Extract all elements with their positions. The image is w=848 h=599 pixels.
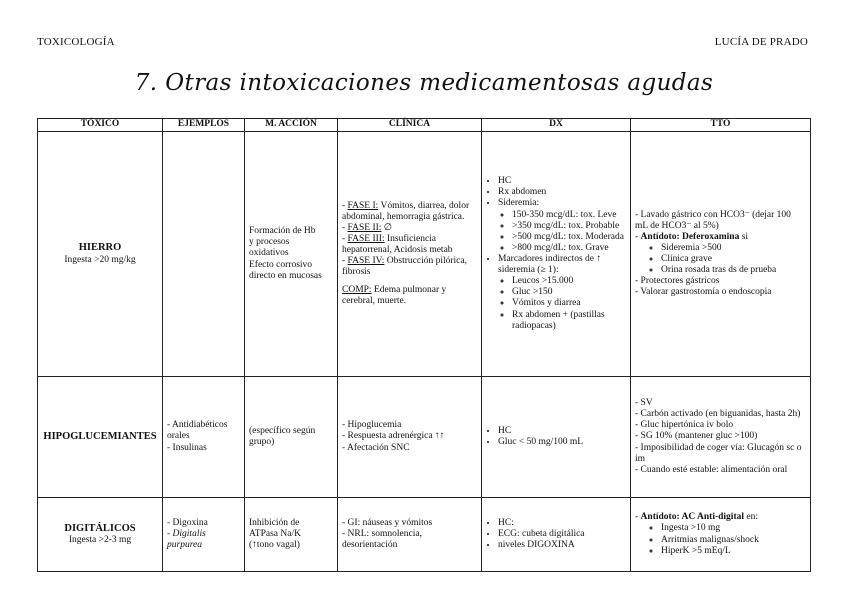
tto-line: - Cuando esté estable: alimentación oral <box>635 464 788 475</box>
mechanism-line: Inhibición de <box>249 517 300 528</box>
list-item: ◦ Gluc >150 <box>512 287 626 298</box>
dx-list <box>486 426 626 448</box>
table-header-row <box>38 119 811 132</box>
clinic-line: - Hipoglucemia <box>342 420 402 431</box>
mechanism-line: oxidativos <box>249 248 289 259</box>
list-item: • Sideremia: ◦ 150-350 mcg/dL: tox. Leve ◦ >350 mcg/dL: tox. Probable ◦ >500 mcg/dL: tox. Moderada ◦ >800 mcg/dL: tox. Grave <box>498 198 626 254</box>
antidote-sublist <box>635 243 806 276</box>
list-item: ◦ Ingesta >10 mg <box>661 523 806 534</box>
tto-line: - Lavado gástrico con HCO3⁻ (dejar 100 mL de HCO3⁻ al 5%) <box>635 209 791 231</box>
example-line: - Digitalis purpurea <box>167 528 206 551</box>
table-row <box>38 498 811 572</box>
cell-toxico <box>38 498 163 572</box>
list-item: ◦ Vómitos y diarrea <box>512 298 626 309</box>
cell-clinica <box>338 498 482 572</box>
mechanism-line: ATPasa Na/K <box>249 528 301 539</box>
cell-mecanismo <box>245 377 338 498</box>
list-item: • HC <box>498 176 626 187</box>
cell-ejemplos <box>163 498 245 572</box>
cell-toxico <box>38 132 163 377</box>
list-item: • HC: <box>498 518 626 529</box>
cell-dx <box>482 132 631 377</box>
table-row <box>38 377 811 498</box>
cell-tto <box>631 498 811 572</box>
tto-line: - Carbón activado (en biguanidas, hasta 2h) <box>635 409 801 420</box>
list-item: • HC <box>498 426 626 437</box>
dx-list <box>486 176 626 332</box>
phase-2: - FASE II: ∅ <box>342 222 393 233</box>
list-item: ◦ Arritmias malignas/shock <box>661 535 806 546</box>
list-item: • Rx abdomen <box>498 187 626 198</box>
toxic-name: DIGITÁLICOS <box>64 522 136 534</box>
list-item: ◦ Rx abdomen + (pastillas radiopacas) <box>512 310 626 332</box>
cell-clinica <box>338 132 482 377</box>
list-item: ◦ HiperK >5 mEq/L <box>661 546 806 557</box>
cell-ejemplos <box>163 132 245 377</box>
antidote-sublist <box>635 523 806 556</box>
phase-4: - FASE IV: Obstrucción pilórica, fibrosis <box>342 256 467 278</box>
toxic-threshold: Ingesta >20 mg/kg <box>64 254 136 265</box>
tto-antidote: - Antídoto: AC Anti-digital en: <box>635 512 758 523</box>
dx-list <box>486 518 626 551</box>
col-header-mecanismo: M. ACCIÓN <box>245 119 338 132</box>
toxic-name: HIPOGLUCEMIANTES <box>43 430 157 442</box>
example-line: - Digoxina <box>167 517 208 528</box>
tto-line: - Protectores gástricos <box>635 276 720 287</box>
clinic-line: - Respuesta adrenérgica ↑↑ <box>342 431 445 442</box>
col-header-toxico: TÓXICO <box>38 119 163 132</box>
cell-tto <box>631 132 811 377</box>
list-item: ◦ >350 mcg/dL: tox. Probable <box>512 221 626 232</box>
col-header-ejemplos: EJEMPLOS <box>163 119 245 132</box>
example-line: - Insulinas <box>167 442 207 453</box>
col-header-clinica: CLÍNICA <box>338 119 482 132</box>
table-row <box>38 132 811 377</box>
col-header-dx: DX <box>482 119 631 132</box>
phase-1: - FASE I: Vómitos, diarrea, dolor abdominal, hemorragia gástrica. <box>342 200 470 222</box>
list-item: • niveles DIGOXINA <box>498 540 626 551</box>
cell-clinica <box>338 377 482 498</box>
mechanism-line: (específico según grupo) <box>249 425 316 447</box>
list-item: ◦ Leucos >15.000 <box>512 276 626 287</box>
list-item: • Gluc < 50 mg/100 mL <box>498 437 626 448</box>
list-item: ◦ >500 mcg/dL: tox. Moderada <box>512 232 626 243</box>
phase-3: - FASE III: Insuficiencia hepatorrenal, Acidosis metab <box>342 233 453 255</box>
cell-toxico <box>38 377 163 498</box>
tto-line: - Imposibilidad de coger vía: Glucagón sc o im <box>635 442 802 464</box>
mechanism-line: Formación de Hb <box>249 226 316 237</box>
list-item: ◦ 150-350 mcg/dL: tox. Leve <box>512 210 626 221</box>
list-item: ◦ Clínica grave <box>661 254 806 265</box>
list-item: ◦ Orina rosada tras ds de prueba <box>661 265 806 276</box>
col-header-tto: TTO <box>631 119 811 132</box>
complications: COMP: Edema pulmonar y cerebral, muerte. <box>342 285 447 307</box>
sideremia-sublist <box>498 210 626 254</box>
list-item: ◦ >800 mcg/dL: tox. Grave <box>512 243 626 254</box>
tto-antidote: - Antídoto: Deferoxamina si <box>635 231 749 242</box>
toxic-name: HIERRO <box>78 242 122 254</box>
header-author: LUCÍA DE PRADO <box>714 36 808 48</box>
clinic-line: - Afectación SNC <box>342 442 410 453</box>
tto-line: - SG 10% (mantener gluc >100) <box>635 431 758 442</box>
cell-ejemplos <box>163 377 245 498</box>
mechanism-line: directo en mucosas <box>249 270 322 281</box>
mechanism-line: (↑tono vagal) <box>249 540 300 551</box>
page-title: 7. Otras intoxicaciones medicamentosas agudas <box>134 70 714 96</box>
tto-line: - Valorar gastrostomía o endoscopia <box>635 287 772 298</box>
list-item: • ECG: cubeta digitálica <box>498 529 626 540</box>
cell-mecanismo <box>245 132 338 377</box>
tto-line: - SV <box>635 398 653 409</box>
cell-tto <box>631 377 811 498</box>
cell-dx <box>482 498 631 572</box>
clinic-line: - GI: náuseas y vómitos <box>342 517 433 528</box>
tto-line: - Gluc hipertónica iv bolo <box>635 420 734 431</box>
toxic-threshold: Ingesta >2-3 mg <box>68 535 132 546</box>
clinic-line: - NRL: somnolencia, desorientación <box>342 528 422 551</box>
mechanism-line: y procesos <box>249 237 290 248</box>
cell-mecanismo <box>245 498 338 572</box>
header-subject: TOXICOLOGÍA <box>37 36 115 48</box>
list-item: • Marcadores indirectos de ↑ sideremia (≥ 1): ◦ Leucos >15.000 ◦ Gluc >150 ◦ Vómitos y diarrea ◦ Rx abdomen + (pastillas radiopacas) <box>498 254 626 332</box>
toxicology-table <box>37 118 811 572</box>
example-line: - Antidiabéticos orales <box>167 420 228 442</box>
marcadores-sublist <box>498 276 626 332</box>
mechanism-line: Efecto corrosivo <box>249 259 313 270</box>
cell-dx <box>482 377 631 498</box>
list-item: ◦ Sideremia >500 <box>661 243 806 254</box>
